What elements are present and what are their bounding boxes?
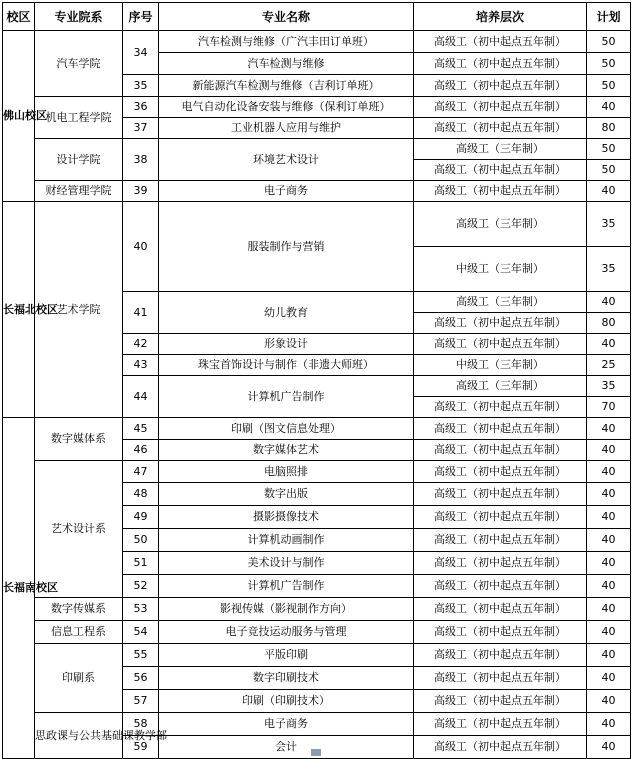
dept-cell: 信息工程系 bbox=[35, 621, 123, 644]
plan-cell: 50 bbox=[587, 31, 631, 53]
seq-cell: 43 bbox=[123, 355, 159, 376]
plan-cell: 35 bbox=[587, 202, 631, 247]
plan-cell: 40 bbox=[587, 736, 631, 759]
seq-cell: 40 bbox=[123, 202, 159, 292]
major-cell: 珠宝首饰设计与制作（非遗大师班） bbox=[159, 355, 414, 376]
dept-cell: 艺术设计系 bbox=[35, 461, 123, 598]
major-cell: 电子商务 bbox=[159, 181, 414, 202]
plan-cell: 40 bbox=[587, 598, 631, 621]
level-cell: 高级工（初中起点五年制） bbox=[414, 118, 587, 139]
table-row bbox=[3, 181, 631, 202]
header-level: 培养层次 bbox=[414, 3, 587, 31]
level-cell: 中级工（三年制） bbox=[414, 355, 587, 376]
dept-cell: 数字传媒系 bbox=[35, 598, 123, 621]
level-cell: 高级工（初中起点五年制） bbox=[414, 97, 587, 118]
major-cell: 电子商务 bbox=[159, 713, 414, 736]
level-cell: 高级工（初中起点五年制） bbox=[414, 334, 587, 355]
plan-cell: 40 bbox=[587, 552, 631, 575]
level-cell: 高级工（初中起点五年制） bbox=[414, 483, 587, 506]
dept-cell: 财经管理学院 bbox=[35, 181, 123, 202]
header-plan: 计划 bbox=[587, 3, 631, 31]
major-cell: 新能源汽车检测与维修（吉利订单班） bbox=[159, 75, 414, 97]
level-cell: 高级工（初中起点五年制） bbox=[414, 713, 587, 736]
table-row bbox=[3, 139, 631, 160]
level-cell: 高级工（初中起点五年制） bbox=[414, 598, 587, 621]
table-row bbox=[3, 461, 631, 483]
level-cell: 高级工（初中起点五年制） bbox=[414, 75, 587, 97]
major-cell: 平版印刷 bbox=[159, 644, 414, 667]
dept-cell: 机电工程学院 bbox=[35, 97, 123, 139]
seq-cell: 56 bbox=[123, 667, 159, 690]
campus-cell: 长福南校区 bbox=[3, 418, 35, 759]
plan-cell: 40 bbox=[587, 575, 631, 598]
major-cell: 电子竞技运动服务与管理 bbox=[159, 621, 414, 644]
major-cell: 汽车检测与维修 bbox=[159, 53, 414, 75]
major-cell: 形象设计 bbox=[159, 334, 414, 355]
plan-cell: 80 bbox=[587, 313, 631, 334]
level-cell: 高级工（初中起点五年制） bbox=[414, 31, 587, 53]
level-cell: 高级工（初中起点五年制） bbox=[414, 313, 587, 334]
campus-cell: 佛山校区 bbox=[3, 31, 35, 202]
major-cell: 计算机动画制作 bbox=[159, 529, 414, 552]
plan-cell: 40 bbox=[587, 181, 631, 202]
table-row bbox=[3, 598, 631, 621]
plan-cell: 40 bbox=[587, 292, 631, 313]
plan-cell: 50 bbox=[587, 53, 631, 75]
seq-cell: 54 bbox=[123, 621, 159, 644]
plan-cell: 50 bbox=[587, 160, 631, 181]
plan-cell: 35 bbox=[587, 376, 631, 397]
level-cell: 高级工（初中起点五年制） bbox=[414, 644, 587, 667]
level-cell: 高级工（三年制） bbox=[414, 292, 587, 313]
seq-cell: 38 bbox=[123, 139, 159, 181]
major-cell: 计算机广告制作 bbox=[159, 376, 414, 418]
level-cell: 高级工（初中起点五年制） bbox=[414, 621, 587, 644]
seq-cell: 35 bbox=[123, 75, 159, 97]
major-cell: 会计 bbox=[159, 736, 414, 759]
plan-cell: 70 bbox=[587, 397, 631, 418]
header-row bbox=[3, 3, 631, 31]
major-cell: 电气自动化设备安装与维修（保利订单班） bbox=[159, 97, 414, 118]
level-cell: 高级工（初中起点五年制） bbox=[414, 575, 587, 598]
major-cell: 幼儿教育 bbox=[159, 292, 414, 334]
plan-cell: 40 bbox=[587, 667, 631, 690]
dept-cell: 印刷系 bbox=[35, 644, 123, 713]
seq-cell: 46 bbox=[123, 440, 159, 461]
seq-cell: 37 bbox=[123, 118, 159, 139]
seq-cell: 49 bbox=[123, 506, 159, 529]
plan-cell: 40 bbox=[587, 440, 631, 461]
table-row bbox=[3, 202, 631, 247]
plan-cell: 35 bbox=[587, 247, 631, 292]
plan-cell: 40 bbox=[587, 529, 631, 552]
plan-cell: 40 bbox=[587, 690, 631, 713]
major-cell: 数字出版 bbox=[159, 483, 414, 506]
seq-cell: 45 bbox=[123, 418, 159, 440]
dept-cell: 汽车学院 bbox=[35, 31, 123, 97]
seq-cell: 47 bbox=[123, 461, 159, 483]
level-cell: 高级工（初中起点五年制） bbox=[414, 529, 587, 552]
plan-cell: 25 bbox=[587, 355, 631, 376]
table-row bbox=[3, 418, 631, 440]
level-cell: 高级工（初中起点五年制） bbox=[414, 440, 587, 461]
seq-cell: 34 bbox=[123, 31, 159, 75]
scroll-indicator bbox=[311, 749, 321, 756]
plan-cell: 40 bbox=[587, 418, 631, 440]
table-row bbox=[3, 31, 631, 53]
plan-cell: 50 bbox=[587, 139, 631, 160]
seq-cell: 51 bbox=[123, 552, 159, 575]
seq-cell: 39 bbox=[123, 181, 159, 202]
seq-cell: 52 bbox=[123, 575, 159, 598]
seq-cell: 36 bbox=[123, 97, 159, 118]
level-cell: 高级工（初中起点五年制） bbox=[414, 690, 587, 713]
header-seq: 序号 bbox=[123, 3, 159, 31]
major-cell: 数字媒体艺术 bbox=[159, 440, 414, 461]
major-cell: 汽车检测与维修（广汽丰田订单班） bbox=[159, 31, 414, 53]
level-cell: 高级工（三年制） bbox=[414, 202, 587, 247]
level-cell: 高级工（初中起点五年制） bbox=[414, 552, 587, 575]
seq-cell: 44 bbox=[123, 376, 159, 418]
table-row bbox=[3, 621, 631, 644]
table-row bbox=[3, 713, 631, 736]
campus-cell: 长福北校区 bbox=[3, 202, 35, 418]
seq-cell: 48 bbox=[123, 483, 159, 506]
header-campus: 校区 bbox=[3, 3, 35, 31]
major-cell: 影视传媒（影视制作方向） bbox=[159, 598, 414, 621]
plan-cell: 40 bbox=[587, 713, 631, 736]
major-cell: 工业机器人应用与维护 bbox=[159, 118, 414, 139]
level-cell: 中级工（三年制） bbox=[414, 247, 587, 292]
level-cell: 高级工（初中起点五年制） bbox=[414, 53, 587, 75]
plan-cell: 40 bbox=[587, 97, 631, 118]
plan-cell: 40 bbox=[587, 621, 631, 644]
seq-cell: 41 bbox=[123, 292, 159, 334]
major-cell: 服装制作与营销 bbox=[159, 202, 414, 292]
level-cell: 高级工（初中起点五年制） bbox=[414, 418, 587, 440]
major-cell: 印刷（图文信息处理） bbox=[159, 418, 414, 440]
seq-cell: 59 bbox=[123, 736, 159, 759]
enrollment-table bbox=[2, 2, 631, 759]
seq-cell: 55 bbox=[123, 644, 159, 667]
level-cell: 高级工（初中起点五年制） bbox=[414, 506, 587, 529]
level-cell: 高级工（初中起点五年制） bbox=[414, 667, 587, 690]
plan-cell: 50 bbox=[587, 75, 631, 97]
seq-cell: 53 bbox=[123, 598, 159, 621]
major-cell: 计算机广告制作 bbox=[159, 575, 414, 598]
seq-cell: 42 bbox=[123, 334, 159, 355]
level-cell: 高级工（初中起点五年制） bbox=[414, 736, 587, 759]
level-cell: 高级工（初中起点五年制） bbox=[414, 160, 587, 181]
plan-cell: 40 bbox=[587, 644, 631, 667]
plan-cell: 80 bbox=[587, 118, 631, 139]
header-dept: 专业院系 bbox=[35, 3, 123, 31]
header-major: 专业名称 bbox=[159, 3, 414, 31]
dept-cell: 设计学院 bbox=[35, 139, 123, 181]
table-row bbox=[3, 644, 631, 667]
plan-cell: 40 bbox=[587, 461, 631, 483]
seq-cell: 57 bbox=[123, 690, 159, 713]
dept-cell: 艺术学院 bbox=[35, 202, 123, 418]
level-cell: 高级工（初中起点五年制） bbox=[414, 397, 587, 418]
dept-cell: 思政课与公共基础课教学部 bbox=[35, 713, 123, 759]
level-cell: 高级工（初中起点五年制） bbox=[414, 461, 587, 483]
table-row bbox=[3, 97, 631, 118]
major-cell: 电脑照排 bbox=[159, 461, 414, 483]
major-cell: 印刷（印刷技术） bbox=[159, 690, 414, 713]
major-cell: 摄影摄像技术 bbox=[159, 506, 414, 529]
level-cell: 高级工（初中起点五年制） bbox=[414, 181, 587, 202]
plan-cell: 40 bbox=[587, 506, 631, 529]
seq-cell: 58 bbox=[123, 713, 159, 736]
seq-cell: 50 bbox=[123, 529, 159, 552]
major-cell: 美术设计与制作 bbox=[159, 552, 414, 575]
plan-cell: 40 bbox=[587, 483, 631, 506]
level-cell: 高级工（三年制） bbox=[414, 139, 587, 160]
dept-cell: 数字媒体系 bbox=[35, 418, 123, 461]
plan-cell: 40 bbox=[587, 334, 631, 355]
major-cell: 环境艺术设计 bbox=[159, 139, 414, 181]
level-cell: 高级工（三年制） bbox=[414, 376, 587, 397]
major-cell: 数字印刷技术 bbox=[159, 667, 414, 690]
